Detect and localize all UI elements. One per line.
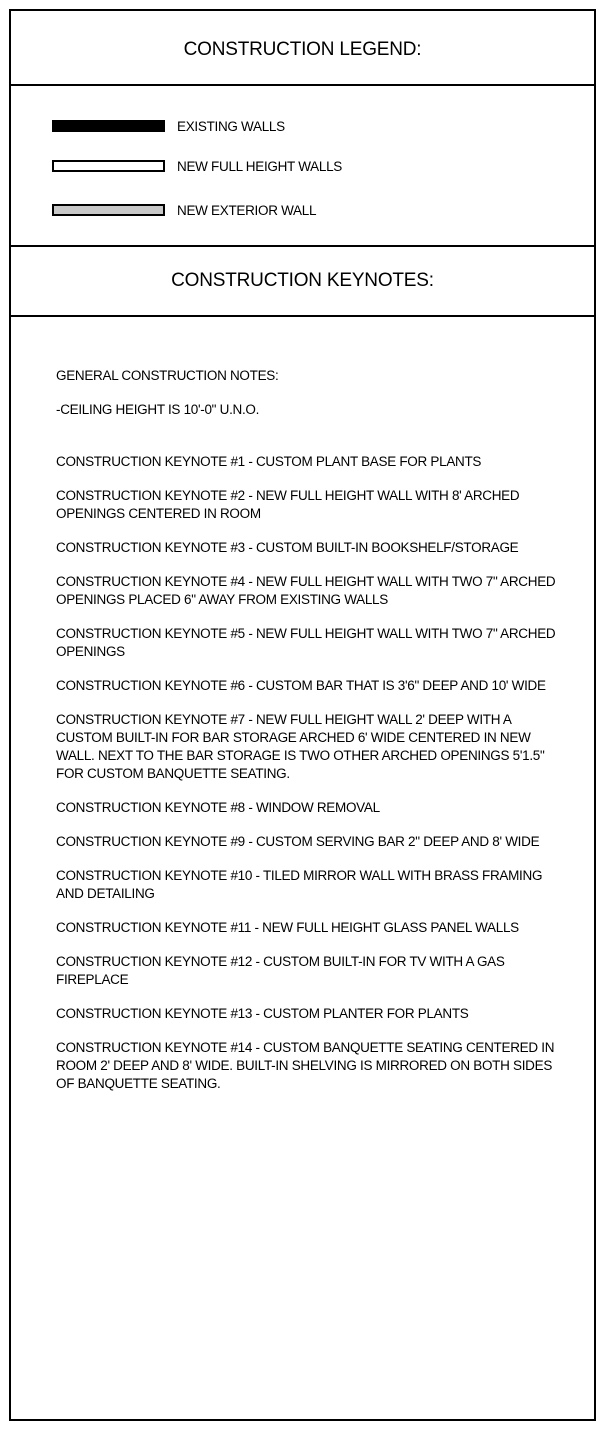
legend-item-label: NEW EXTERIOR WALL	[177, 202, 317, 218]
legend-item-new-full-height-walls	[52, 156, 342, 176]
keynote-item: CONSTRUCTION KEYNOTE #4 - NEW FULL HEIGHT WALL WITH TWO 7" ARCHED OPENINGS PLACED 6" AWAY FROM EXISTING WALLS	[56, 574, 556, 607]
new-exterior-wall-swatch	[52, 204, 165, 216]
keynotes-title: CONSTRUCTION KEYNOTES:	[171, 270, 434, 291]
keynote-item: CONSTRUCTION KEYNOTE #9 - CUSTOM SERVING BAR 2" DEEP AND 8' WIDE	[56, 834, 540, 849]
keynote-item: CONSTRUCTION KEYNOTE #6 - CUSTOM BAR THAT IS 3'6" DEEP AND 10' WIDE	[56, 678, 546, 693]
keynotes-list	[56, 367, 561, 1093]
keynote-item: CONSTRUCTION KEYNOTE #8 - WINDOW REMOVAL	[56, 800, 380, 815]
general-notes-heading: GENERAL CONSTRUCTION NOTES:	[56, 368, 279, 383]
new-full-height-walls-swatch	[52, 160, 165, 172]
divider	[11, 315, 594, 317]
keynote-item: CONSTRUCTION KEYNOTE #7 - NEW FULL HEIGHT WALL 2' DEEP WITH A CUSTOM BUILT-IN FOR BAR STORAGE ARCHED 6' WIDE CENTERED IN NEW WALL. NEXT TO THE BAR STORAGE IS TWO OTHER ARCHED OPENINGS 5'1.5" FOR CUSTOM BANQUETTE SEATING.	[56, 712, 545, 781]
keynote-item: CONSTRUCTION KEYNOTE #12 - CUSTOM BUILT-IN FOR TV WITH A GAS FIREPLACE	[56, 954, 505, 987]
legend-item-new-exterior-wall	[52, 200, 316, 220]
keynote-item: CONSTRUCTION KEYNOTE #11 - NEW FULL HEIGHT GLASS PANEL WALLS	[56, 920, 519, 935]
keynote-item: CONSTRUCTION KEYNOTE #14 - CUSTOM BANQUETTE SEATING CENTERED IN ROOM 2' DEEP AND 8' WIDE. BUILT-IN SHELVING IS MIRRORED ON BOTH SIDES OF BANQUETTE SEATING.	[56, 1040, 555, 1091]
existing-walls-swatch	[52, 120, 165, 132]
general-note: -CEILING HEIGHT IS 10'-0" U.N.O.	[56, 402, 260, 417]
keynote-item: CONSTRUCTION KEYNOTE #2 - NEW FULL HEIGHT WALL WITH 8' ARCHED OPENINGS CENTERED IN ROOM	[56, 488, 520, 521]
legend-sheet	[9, 9, 596, 1421]
legend-item-label: EXISTING WALLS	[177, 118, 285, 134]
legend-item-existing-walls	[52, 116, 285, 136]
divider	[11, 245, 594, 247]
keynote-item: CONSTRUCTION KEYNOTE #13 - CUSTOM PLANTER FOR PLANTS	[56, 1006, 469, 1021]
keynote-item: CONSTRUCTION KEYNOTE #5 - NEW FULL HEIGHT WALL WITH TWO 7" ARCHED OPENINGS	[56, 626, 556, 659]
keynote-item: CONSTRUCTION KEYNOTE #3 - CUSTOM BUILT-IN BOOKSHELF/STORAGE	[56, 540, 519, 555]
keynote-item: CONSTRUCTION KEYNOTE #10 - TILED MIRROR WALL WITH BRASS FRAMING AND DETAILING	[56, 868, 543, 901]
legend-item-label: NEW FULL HEIGHT WALLS	[177, 158, 342, 174]
legend-title: CONSTRUCTION LEGEND:	[183, 39, 422, 60]
keynote-items	[56, 453, 561, 1093]
divider	[11, 84, 594, 86]
keynote-item: CONSTRUCTION KEYNOTE #1 - CUSTOM PLANT BASE FOR PLANTS	[56, 454, 482, 469]
